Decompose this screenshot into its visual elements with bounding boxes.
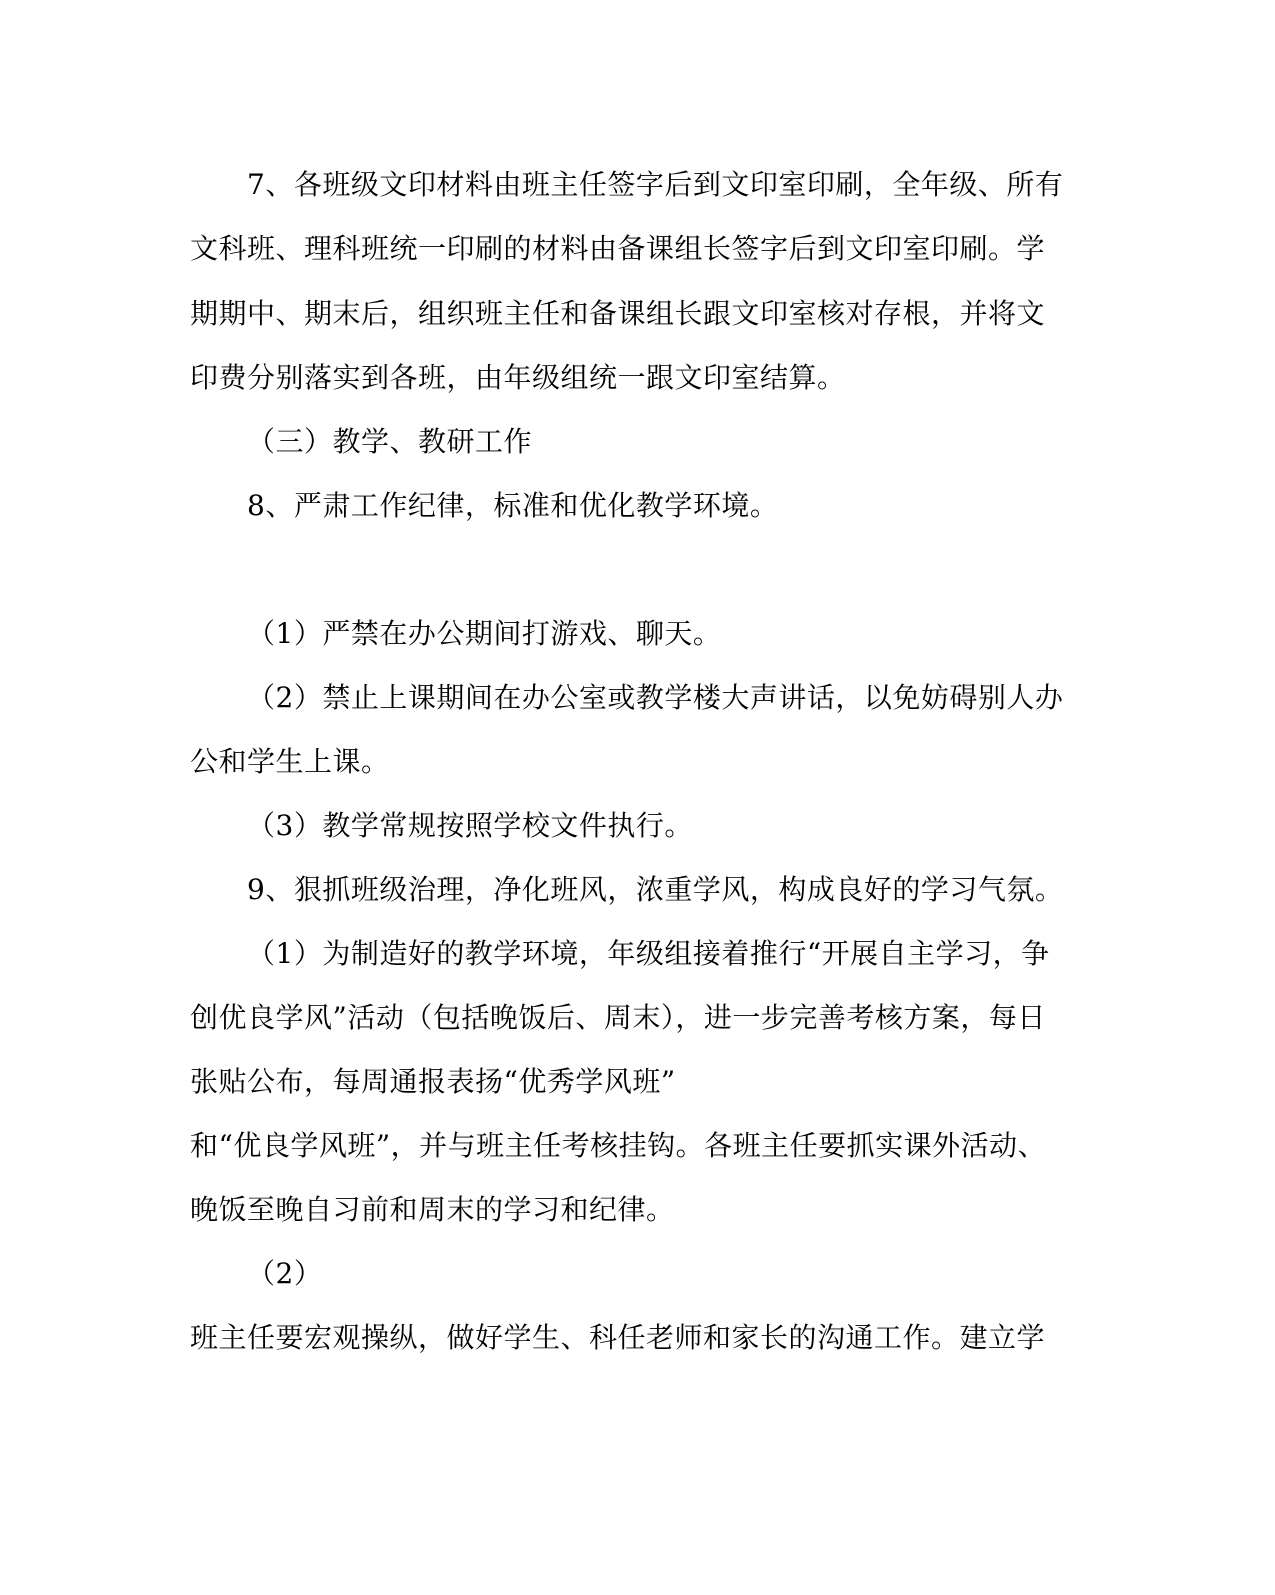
text-line: （3）教学常规按照学校文件执行。 — [247, 809, 693, 842]
text-line: 和“优良学风班”，并与班主任考核挂钩。各班主任要抓实课外活动、 — [190, 1129, 1047, 1162]
text-line: 印费分别落实到各班，由年级组统一跟文印室结算。 — [190, 361, 846, 394]
text-line: 晚饭至晚自习前和周末的学习和纪律。 — [190, 1193, 675, 1226]
text-line: 文科班、理科班统一印刷的材料由备课组长签字后到文印室印刷。学 — [190, 232, 1046, 265]
text-line: 创优良学风”活动（包括晚饭后、周末），进一步完善考核方案，每日 — [190, 1001, 1046, 1034]
text-line: （1）为制造好的教学环境，年级组接着推行“开展自主学习，争 — [247, 937, 1050, 970]
text-line: （2）禁止上课期间在办公室或教学楼大声讲话，以免妨碍别人办 — [247, 681, 1064, 714]
text-line: （2） — [247, 1257, 323, 1290]
section-heading: （三）教学、教研工作 — [247, 425, 533, 458]
text-line: 公和学生上课。 — [190, 745, 390, 778]
text-line: 9、狠抓班级治理，净化班风，浓重学风，构成良好的学习气氛。 — [247, 873, 1064, 906]
text-line: 期期中、期末后，组织班主任和备课组长跟文印室核对存根，并将文 — [190, 297, 1046, 330]
text-line: 张贴公布，每周通报表扬“优秀学风班” — [190, 1065, 676, 1098]
text-line: 班主任要宏观操纵，做好学生、科任老师和家长的沟通工作。建立学 — [190, 1321, 1046, 1354]
text-line: （1）严禁在办公期间打游戏、聊天。 — [247, 617, 722, 650]
text-line: 7、各班级文印材料由班主任签字后到文印室印刷，全年级、所有 — [247, 168, 1064, 201]
text-line: 8、严肃工作纪律，标准和优化教学环境。 — [247, 489, 779, 522]
